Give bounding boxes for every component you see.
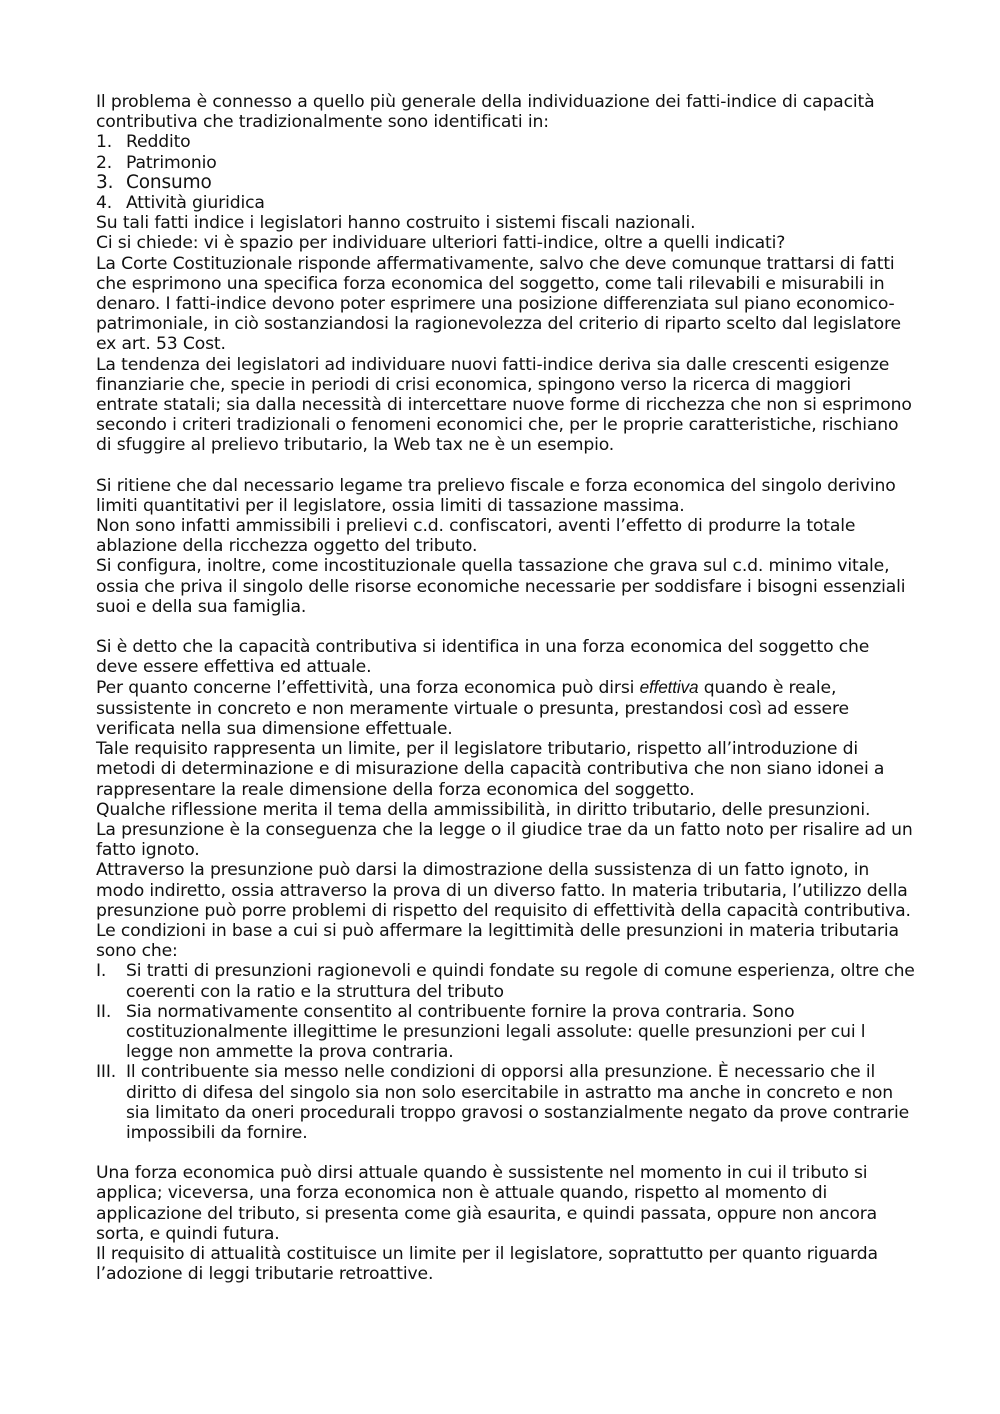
list-text: Consumo [126,171,212,193]
list-text: Attività giuridica [126,193,265,214]
paragraph [96,677,916,739]
paragraph: Ci si chiede: vi è spazio per individuare ulteriori fatti-indice, oltre a quelli indicati? [96,233,786,254]
fatti-indice-list [96,132,916,213]
list-text: Patrimonio [126,152,217,173]
list-number: 4. [96,193,113,214]
paragraph: La tendenza dei legislatori ad individuare nuovi fatti-indice deriva sia dalle crescenti esigenze finanziarie che, specie in periodi di crisi economica, spingono verso la ricerca di maggiori entrate statali; sia dalla necessità di intercettare nuove forme di ricchezza che non si esprimono secondo i criteri tradizionali o fenomeni economici che, per le proprie caratteristiche, rischiano di sfuggire al prelievo tributario, la Web tax ne è un esempio. [96,354,912,456]
paragraph-gap [96,456,916,476]
paragraph: Si configura, inoltre, come incostituzionale quella tassazione che grava sul c.d. minimo vitale, ossia che priva il singolo delle risorse economiche necessarie per soddisfare i bisogni essenziali suoi e della sua famiglia. [96,556,906,617]
list-item [96,173,916,193]
paragraph: Una forza economica può dirsi attuale quando è sussistente nel momento in cui il tributo si applica; viceversa, una forza economica non è attuale quando, rispetto al momento di applicazione del tributo, si presenta come già esaurita, e quindi passata, oppure non ancora sorta, e quindi futura. [96,1163,878,1244]
list-number: 1. [96,132,113,153]
list-text: Si tratti di presunzioni ragionevoli e quindi fondate su regole di comune esperienza, oltre che coerenti con la ratio e la struttura del tributo [126,961,915,1002]
paragraph: Si ritiene che dal necessario legame tra prelievo fiscale e forza economica del singolo derivino limiti quantitativi per il legislatore, ossia limiti di tassazione massima. [96,475,896,516]
list-item [96,132,916,152]
text-run: quando è reale, sussistente in concreto e non meramente virtuale o presunta, prestandosi così ad essere verificata nella sua dimensione effettuale. [96,678,849,739]
list-item [96,1002,916,1063]
list-item [96,961,916,1001]
list-number: 3. [96,171,114,193]
list-number: III. [96,1062,117,1083]
paragraph: Qualche riflessione merita il tema della ammissibilità, in diritto tributario, delle presunzioni. [96,799,871,820]
paragraph: Il requisito di attualità costituisce un limite per il legislatore, soprattutto per quanto riguarda l’adozione di leggi tributarie retroattive. [96,1243,878,1285]
list-number: I. [96,961,107,982]
list-item [96,1062,916,1143]
conditions-list [96,961,916,1143]
list-item [96,193,916,213]
list-text: Il contribuente sia messo nelle condizioni di opporsi alla presunzione. È necessario che il diritto di difesa del singolo sia non solo esercitabile in astratto ma anche in concreto e non sia limitato da oneri procedurali troppo gravosi o sostanzialmente negato da prove contrarie impossibili da fornire. [126,1062,909,1143]
paragraph: Su tali fatti indice i legislatori hanno costruito i sistemi fiscali nazionali. [96,213,696,234]
paragraph: La presunzione è la conseguenza che la legge o il giudice trae da un fatto noto per risalire ad un fatto ignoto. [96,819,913,861]
emphasis-text: effettiva [639,677,699,698]
paragraph: Il problema è connesso a quello più generale della individuazione dei fatti-indice di capacità contributiva che tradizionalmente sono identificati in: [96,92,875,133]
document-body [96,92,916,1284]
paragraph: La Corte Costituzionale risponde affermativamente, salvo che deve comunque trattarsi di fatti che esprimono una specifica forza economica del soggetto, come tali rilevabili e misurabili in denaro. I fatti-indice devono poter esprimere una posizione differenziata sul piano economico- patrimoniale, in ciò sostanziandosi la ragionevolezza del criterio di riparto scelto dal legislatore ex art. 53 Cost. [96,253,901,355]
list-text: Sia normativamente consentito al contribuente fornire la prova contraria. Sono costituzionalmente illegittime le presunzioni legali assolute: quelle presunzioni per cui l legge non ammette la prova contraria. [126,1001,866,1063]
paragraph: Non sono infatti ammissibili i prelievi c.d. confiscatori, aventi l’effetto di produrre la totale ablazione della ricchezza oggetto del tributo. [96,516,856,557]
paragraph-gap [96,617,916,637]
paragraph: Attraverso la presunzione può darsi la dimostrazione della sussistenza di un fatto ignoto, in modo indiretto, ossia attraverso la prova di un diverso fatto. In materia tributaria, l’utilizzo della presunzione può porre problemi di rispetto del requisito di effettività della capacità contributiva. Le condizioni in base a cui si può affermare la legittimità delle presunzioni in materia tributaria sono che: [96,860,911,962]
paragraph: Tale requisito rappresenta un limite, per il legislatore tributario, rispetto all’introduzione di metodi di determinazione e di misurazione della capacità contributiva che non siano idonei a rappresentare la reale dimensione della forza economica del soggetto. [96,739,885,800]
list-number: 2. [96,152,113,173]
list-item [96,153,916,173]
list-number: II. [96,1001,112,1022]
paragraph: Si è detto che la capacità contributiva si identifica in una forza economica del soggetto che deve essere effettiva ed attuale. [96,637,870,678]
paragraph-gap [96,1143,916,1163]
text-run: Per quanto concerne l’effettività, una forza economica può dirsi [96,678,640,699]
list-text: Reddito [126,132,191,153]
